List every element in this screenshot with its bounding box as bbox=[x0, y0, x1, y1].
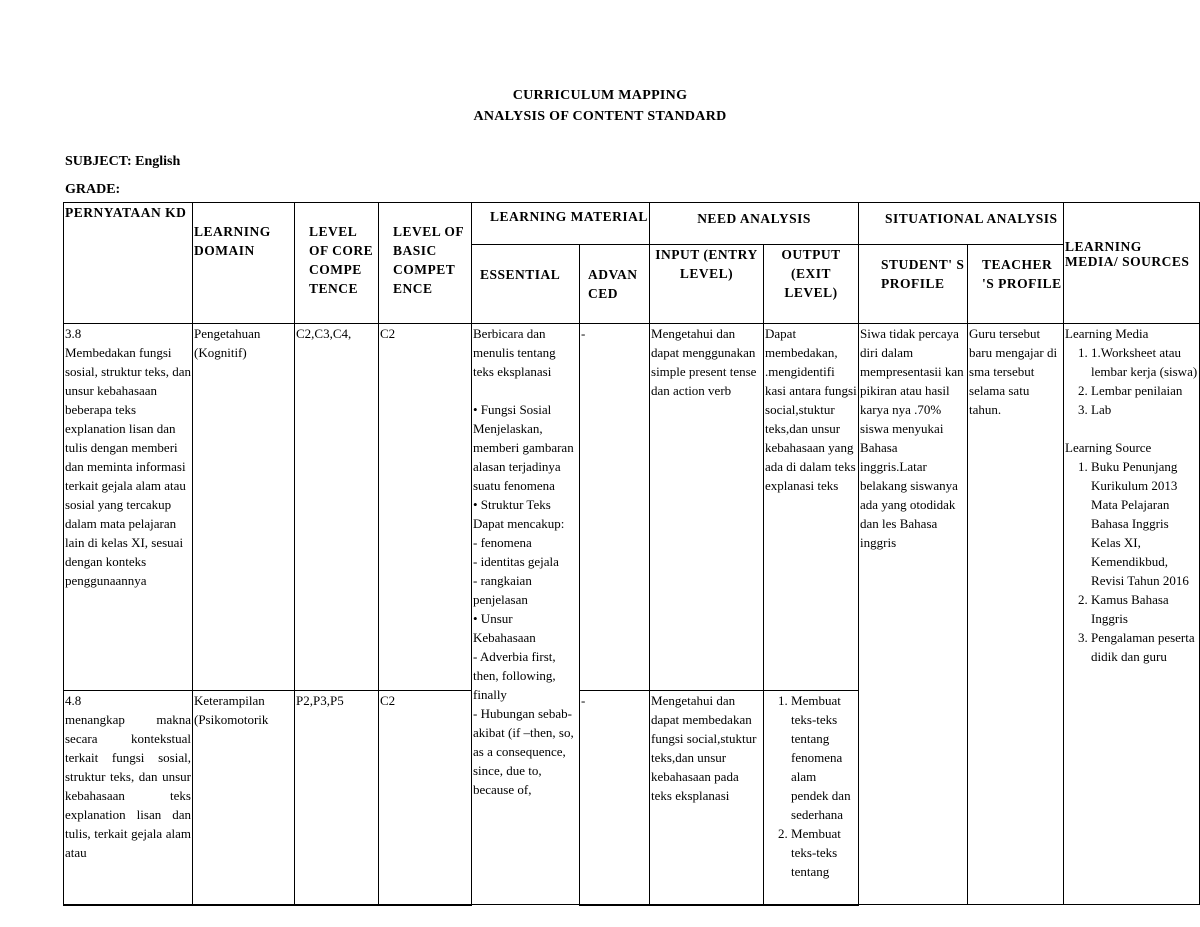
source-title: Learning Source bbox=[1065, 440, 1152, 455]
domain-cell: Pengetahuan (Kognitif) bbox=[193, 324, 295, 691]
student-profile-cell: Siwa tidak percaya diri dalam mempresentasii kan pikiran atau hasil karya nya .70% siswa menyukai Bahasa inggris.Latar belakang siswanya ada yang otodidak dan les Bahasa inggris bbox=[859, 324, 968, 905]
col-kd-header: PERNYATAAN KD bbox=[64, 203, 193, 324]
list-item: 3. Pengalaman peserta didik dan guru bbox=[1091, 628, 1198, 666]
col-situational-header: SITUATIONAL ANALYSIS bbox=[859, 203, 1064, 245]
basic-cell: C2 bbox=[379, 691, 472, 905]
list-item: 2. Membuat teks-teks tentang bbox=[791, 824, 857, 881]
list-item: 2. Lembar penilaian bbox=[1091, 381, 1198, 400]
list-item: 1. Buku Penunjang Kurikulum 2013 Mata Pelajaran Bahasa Inggris Kelas XI, Kemendikbud, Revisi Tahun 2016 bbox=[1091, 457, 1198, 590]
teacher-profile-cell: Guru tersebut baru mengajar di sma tersebut selama satu tahun. bbox=[968, 324, 1064, 905]
header-row-1 bbox=[64, 203, 1200, 245]
page-subtitle: ANALYSIS OF CONTENT STANDARD bbox=[473, 109, 727, 124]
col-teacher-header: TEACHER 'S PROFILE bbox=[968, 245, 1064, 324]
col-core-header: LEVEL OF CORE COMPE TENCE bbox=[295, 203, 379, 324]
list-item: 1. 1.Worksheet atau lembar kerja (siswa) bbox=[1091, 343, 1198, 381]
basic-cell: C2 bbox=[379, 324, 472, 691]
col-material-header: LEARNING MATERIAL bbox=[472, 203, 650, 245]
source-list bbox=[1065, 457, 1198, 666]
list-item: 3. Lab bbox=[1091, 400, 1198, 419]
curriculum-table bbox=[63, 202, 1200, 906]
list-item: 1. Membuat teks-teks tentang fenomena alam pendek dan sederhana bbox=[791, 691, 857, 824]
input-cell: Mengetahui dan dapat menggunakan simple present tense dan action verb bbox=[650, 324, 764, 691]
col-media-header: LEARNING MEDIA/ SOURCES bbox=[1064, 203, 1200, 324]
col-advanced-header: ADVAN CED bbox=[580, 245, 650, 324]
media-cell bbox=[1064, 324, 1200, 905]
kd-cell: 4.8 menangkap makna secara kontekstual terkait fungsi sosial, struktur teks, dan unsur kebahasaan teks explanation lisan dan tulis, terkait gejala alam atau bbox=[64, 691, 193, 905]
list-item: 2. Kamus Bahasa Inggris bbox=[1091, 590, 1198, 628]
col-output-header: OUTPUT (EXIT LEVEL) bbox=[764, 245, 859, 324]
table-row bbox=[64, 324, 1200, 691]
col-student-header: STUDENT' S PROFILE bbox=[859, 245, 968, 324]
col-basic-header: LEVEL OF BASIC COMPET ENCE bbox=[379, 203, 472, 324]
output-cell: Dapat membedakan, .mengidentifi kasi antara fungsi social,stuktur teks,dan unsur kebahasaan yang ada di dalam teks explanasi teks bbox=[764, 324, 859, 691]
grade-label: GRADE: bbox=[65, 182, 121, 197]
page-title: CURRICULUM MAPPING bbox=[512, 88, 688, 103]
advanced-cell: - bbox=[580, 324, 650, 691]
core-cell: P2,P3,P5 bbox=[295, 691, 379, 905]
subject-label: SUBJECT: English bbox=[65, 154, 181, 169]
col-input-header: INPUT (ENTRY LEVEL) bbox=[650, 245, 764, 324]
output-cell bbox=[764, 691, 859, 905]
kd-cell: 3.8 Membedakan fungsi sosial, struktur teks, dan unsur kebahasaan beberapa teks explanation lisan dan tulis dengan memberi dan meminta informasi terkait gejala alam atau sosial yang tercakup dalam mata pelajaran lain di kelas XI, sesuai dengan konteks penggunaannya bbox=[64, 324, 193, 691]
core-cell: C2,C3,C4, bbox=[295, 324, 379, 691]
media-title: Learning Media bbox=[1065, 326, 1149, 341]
essential-cell: Berbicara dan menulis tentang teks eksplanasi • Fungsi Sosial Menjelaskan, memberi gambaran alasan terjadinya suatu fenomena • Struktur Teks Dapat mencakup: - fenomena - identitas gejala - rangkaian penjelasan • Unsur Kebahasaan - Adverbia first, then, following, finally - Hubungan sebab-akibat (if –then, so, as a consequence, since, due to, because of, bbox=[472, 324, 580, 905]
media-list bbox=[1065, 343, 1198, 419]
advanced-cell: - bbox=[580, 691, 650, 905]
domain-cell: Keterampilan (Psikomotorik bbox=[193, 691, 295, 905]
output-list bbox=[765, 691, 857, 881]
col-need-header: NEED ANALYSIS bbox=[650, 203, 859, 245]
input-cell: Mengetahui dan dapat membedakan fungsi social,stuktur teks,dan unsur kebahasaan pada teks eksplanasi bbox=[650, 691, 764, 905]
col-essential-header: ESSENTIAL bbox=[472, 245, 580, 324]
col-domain-header: LEARNING DOMAIN bbox=[193, 203, 295, 324]
